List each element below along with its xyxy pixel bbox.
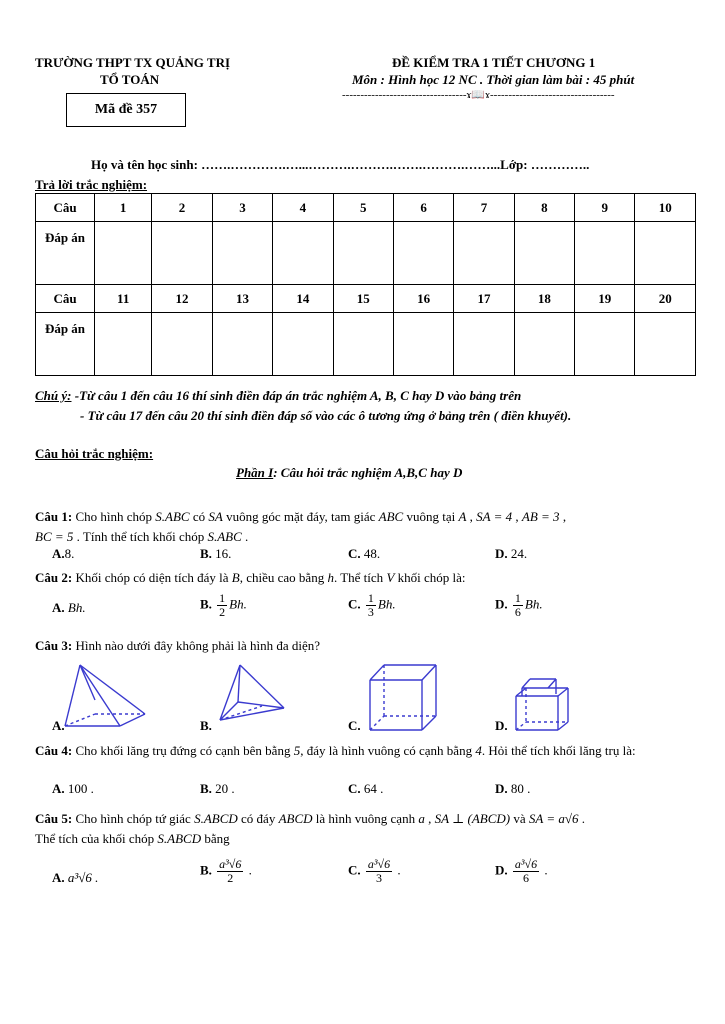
table-cell: 8: [514, 194, 574, 222]
question-5: [35, 809, 695, 849]
answer-cell[interactable]: [273, 313, 333, 376]
question-label: Câu 2:: [35, 570, 73, 585]
option-letter: C.: [348, 781, 361, 796]
numerator: 1: [219, 591, 226, 605]
table-cell: Câu: [36, 194, 95, 222]
q-math: SA: [208, 509, 223, 524]
table-cell: 11: [95, 285, 152, 313]
q-math: ABC: [378, 509, 404, 524]
option-text: Bh.: [377, 596, 396, 612]
option-letter: D.: [495, 862, 508, 878]
option-letter: C.: [348, 596, 361, 612]
table-cell: Đáp án: [36, 313, 95, 376]
denominator: 3: [367, 605, 374, 619]
q-math: ABCD: [278, 811, 313, 826]
table-cell: 7: [454, 194, 514, 222]
numerator: a³√6: [514, 857, 538, 871]
question-label: Câu 5:: [35, 811, 73, 826]
answer-cell[interactable]: [454, 222, 514, 285]
pyramid-figure-a: [60, 662, 155, 730]
q2-option-c[interactable]: [348, 592, 396, 619]
option-text: 16.: [215, 546, 232, 561]
answer-table-answer-row-1: [36, 222, 696, 285]
table-cell: 10: [635, 194, 696, 222]
table-cell: Đáp án: [36, 222, 95, 285]
q-text: khối chóp là:: [394, 570, 466, 585]
q-math: 5: [293, 743, 301, 758]
answer-cell[interactable]: [152, 313, 212, 376]
question-label: Câu 3:: [35, 638, 73, 653]
part1-heading: [236, 465, 462, 481]
q-text: Cho hình chóp: [72, 509, 156, 524]
answer-cell[interactable]: [212, 313, 272, 376]
cube-figure-c: [362, 662, 442, 732]
q-text: bằng: [201, 831, 230, 846]
q-text: là hình vuông cạnh: [312, 811, 419, 826]
fraction: [366, 858, 392, 885]
note-text-1: -Từ câu 1 đến câu 16 thí sinh điền đáp án trắc nghiệm A, B, C hay D vào bảng trên: [71, 388, 522, 403]
option-letter: B.: [200, 862, 212, 878]
table-cell: 5: [333, 194, 393, 222]
option-letter: B.: [200, 596, 212, 612]
q4-option-c[interactable]: [348, 781, 383, 797]
option-text: 64 .: [363, 781, 384, 796]
q-text: . Tính thể tích khối chóp: [73, 529, 208, 544]
q-text: . Thể tích: [333, 570, 387, 585]
q-math: S.ABCD: [157, 831, 202, 846]
q-math: B: [231, 570, 240, 585]
answer-cell[interactable]: [635, 222, 696, 285]
q5-option-a[interactable]: [52, 870, 98, 886]
option-letter: A.: [52, 870, 65, 885]
option-letter: A.: [52, 546, 65, 561]
question-3: [35, 636, 695, 656]
stacked-boxes-figure-d: [508, 674, 580, 734]
q-math: BC = 5: [35, 529, 74, 544]
answer-cell[interactable]: [95, 222, 152, 285]
table-cell: 2: [152, 194, 212, 222]
q-text: . Hỏi thể tích khối lăng trụ là:: [481, 743, 636, 758]
fraction: [217, 858, 243, 885]
part1-text: : Câu hỏi trắc nghiệm A,B,C hay D: [273, 465, 463, 480]
school-name: TRƯỜNG THPT TX QUẢNG TRỊ: [35, 55, 231, 70]
q3-option-c[interactable]: [348, 718, 361, 734]
q-text: có: [189, 509, 209, 524]
q-text: Cho hình chóp tứ giác: [72, 811, 195, 826]
q5-option-c[interactable]: C. $\frac{\text{a³√6}}{3}$ .: [348, 857, 401, 885]
question-1: [35, 507, 695, 547]
q5-option-d[interactable]: D. $\frac{\text{a³√6}}{6}$ .: [495, 857, 548, 885]
q-text: có đáy: [237, 811, 279, 826]
option-text: 100 .: [67, 781, 94, 796]
table-cell: 19: [575, 285, 635, 313]
exam-title: ĐỀ KIỂM TRA 1 TIẾT CHƯƠNG 1: [392, 55, 596, 70]
q-math: A: [458, 509, 467, 524]
answer-cell[interactable]: [152, 222, 212, 285]
q-math: AB = 3: [521, 509, 560, 524]
answer-table: [35, 193, 696, 376]
q2-option-a[interactable]: [52, 600, 86, 616]
table-cell: 15: [333, 285, 393, 313]
option-text: Bh.: [67, 600, 86, 615]
q-text: Thể tích của khối chóp: [35, 831, 158, 846]
answer-cell[interactable]: [514, 222, 574, 285]
answer-section-label: Trả lời trắc nghiệm:: [35, 177, 148, 192]
table-cell: 12: [152, 285, 212, 313]
tetrahedron-figure-b: [212, 662, 292, 724]
q4-option-a[interactable]: [52, 781, 94, 797]
option-text: Bh.: [524, 596, 543, 612]
exam-subject: Môn : Hình học 12 NC . Thời gian làm bài : 45 phút: [352, 72, 635, 87]
option-letter: B.: [200, 546, 212, 561]
table-cell: 3: [212, 194, 272, 222]
q-text: và: [510, 811, 529, 826]
header-divider: ----------------------------------ɤ📖ɤ----------------------------------: [342, 89, 615, 101]
answer-cell[interactable]: [575, 222, 635, 285]
q-text: vuông góc mặt đáy, tam giác: [222, 509, 379, 524]
answer-cell[interactable]: [575, 313, 635, 376]
option-text: Bh.: [229, 596, 247, 612]
note-line-2: - Từ câu 17 đến câu 20 thí sinh điền đáp số vào các ô tương ứng ở bảng trên ( điền khuyết).: [80, 408, 572, 423]
option-text: 20 .: [215, 781, 235, 796]
q-text: vuông tại: [403, 509, 459, 524]
option-text: a³√6 .: [67, 870, 99, 885]
q-math: SA = a√6: [528, 811, 579, 826]
q-text: .: [241, 529, 249, 544]
department-name: TỔ TOÁN: [100, 72, 160, 87]
option-letter: C.: [348, 862, 361, 878]
table-cell: 6: [393, 194, 453, 222]
option-letter: D.: [495, 718, 508, 733]
answer-cell[interactable]: [514, 313, 574, 376]
q-text: Hình nào dưới đây không phải là hình đa diện?: [72, 638, 321, 653]
option-letter: C.: [348, 546, 361, 561]
answer-cell[interactable]: [393, 222, 453, 285]
q-math: a: [418, 811, 425, 826]
q-math: S.ABC: [207, 529, 242, 544]
numerator: a³√6: [367, 857, 391, 871]
answer-cell[interactable]: [273, 222, 333, 285]
table-cell: 1: [95, 194, 152, 222]
option-letter: D.: [495, 546, 508, 561]
option-text: 80 .: [510, 781, 531, 796]
table-cell: 20: [635, 285, 696, 313]
answer-table-header-row-2: [36, 285, 696, 313]
q1-option-d[interactable]: [495, 546, 527, 562]
answer-cell[interactable]: [393, 313, 453, 376]
table-cell: Câu: [36, 285, 95, 313]
q-text: .: [578, 811, 586, 826]
denominator: 3: [375, 871, 382, 885]
q1-option-a[interactable]: [52, 546, 74, 562]
note-label: Chú ý:: [35, 388, 72, 403]
table-cell: 17: [454, 285, 514, 313]
exam-code-box: Mã đề 357: [66, 93, 186, 127]
option-text: 8.: [64, 546, 75, 561]
option-text: 24.: [510, 546, 528, 561]
q-text: , đáy là hình vuông có cạnh bằng: [300, 743, 476, 758]
q-text: ,: [512, 509, 522, 524]
q-text: Khối chóp có diện tích đáy là: [72, 570, 232, 585]
answer-cell[interactable]: [333, 313, 393, 376]
fraction: [513, 858, 539, 885]
table-cell: 18: [514, 285, 574, 313]
answer-table-answer-row-2: [36, 313, 696, 376]
fraction: [513, 592, 523, 619]
student-info-line: Họ và tên học sinh: …….………….…...……….……….…….……….……...Lớp: …………..: [91, 157, 590, 172]
q4-option-d[interactable]: [495, 781, 530, 797]
option-letter: B.: [200, 781, 212, 796]
q-text: , chiều cao bằng: [239, 570, 328, 585]
note-line-1: [35, 388, 521, 404]
q5-option-b[interactable]: B. $\frac{\text{a³√6}}{2}$ .: [200, 857, 252, 885]
numerator: a³√6: [219, 857, 242, 871]
question-label: Câu 1:: [35, 509, 73, 524]
option-letter: A.: [52, 781, 65, 796]
q-math: h: [327, 570, 334, 585]
q-math: SA ⊥ (ABCD): [434, 811, 511, 826]
answer-cell[interactable]: [212, 222, 272, 285]
q1-option-c[interactable]: [348, 546, 380, 562]
option-letter: D.: [495, 596, 508, 612]
numerator: 1: [514, 591, 521, 605]
denominator: 6: [522, 871, 529, 885]
fraction: [217, 592, 227, 619]
q-math: V: [386, 570, 395, 585]
question-4: [35, 741, 695, 761]
q2-option-b[interactable]: [200, 592, 247, 619]
option-letter: A.: [52, 600, 65, 615]
answer-table-header-row-1: [36, 194, 696, 222]
option-letter: A.: [52, 718, 65, 733]
q-text: ,: [424, 811, 435, 826]
table-cell: 14: [273, 285, 333, 313]
option-letter: B.: [200, 718, 212, 733]
q-math: SA = 4: [476, 509, 513, 524]
q3-option-d[interactable]: [495, 718, 508, 734]
table-cell: 16: [393, 285, 453, 313]
answer-cell[interactable]: [95, 313, 152, 376]
question-2: [35, 568, 695, 588]
questions-label: Câu hỏi trắc nghiệm:: [35, 446, 154, 461]
q-math: 4: [475, 743, 482, 758]
table-cell: 9: [575, 194, 635, 222]
option-letter: D.: [495, 781, 508, 796]
q-text: ,: [466, 509, 477, 524]
table-cell: 4: [273, 194, 333, 222]
option-letter: C.: [348, 718, 361, 733]
table-cell: 13: [212, 285, 272, 313]
option-text: 48.: [363, 546, 381, 561]
part1-label: Phần I: [236, 465, 274, 480]
q-text: Cho khối lăng trụ đứng có cạnh bên bằng: [72, 743, 294, 758]
answer-cell[interactable]: [333, 222, 393, 285]
denominator: 6: [514, 605, 521, 619]
q2-option-d[interactable]: [495, 592, 543, 619]
answer-cell[interactable]: [454, 313, 514, 376]
q1-option-b[interactable]: [200, 546, 231, 562]
q-text: ,: [559, 509, 567, 524]
fraction: [366, 592, 376, 619]
q-math: S.ABCD: [194, 811, 238, 826]
q3-option-b[interactable]: [200, 718, 212, 734]
answer-cell[interactable]: [635, 313, 696, 376]
numerator: 1: [367, 591, 374, 605]
q4-option-b[interactable]: [200, 781, 235, 797]
denominator: 2: [219, 605, 226, 619]
denominator: 2: [227, 871, 234, 885]
question-label: Câu 4:: [35, 743, 73, 758]
q-math: S.ABC: [155, 509, 190, 524]
